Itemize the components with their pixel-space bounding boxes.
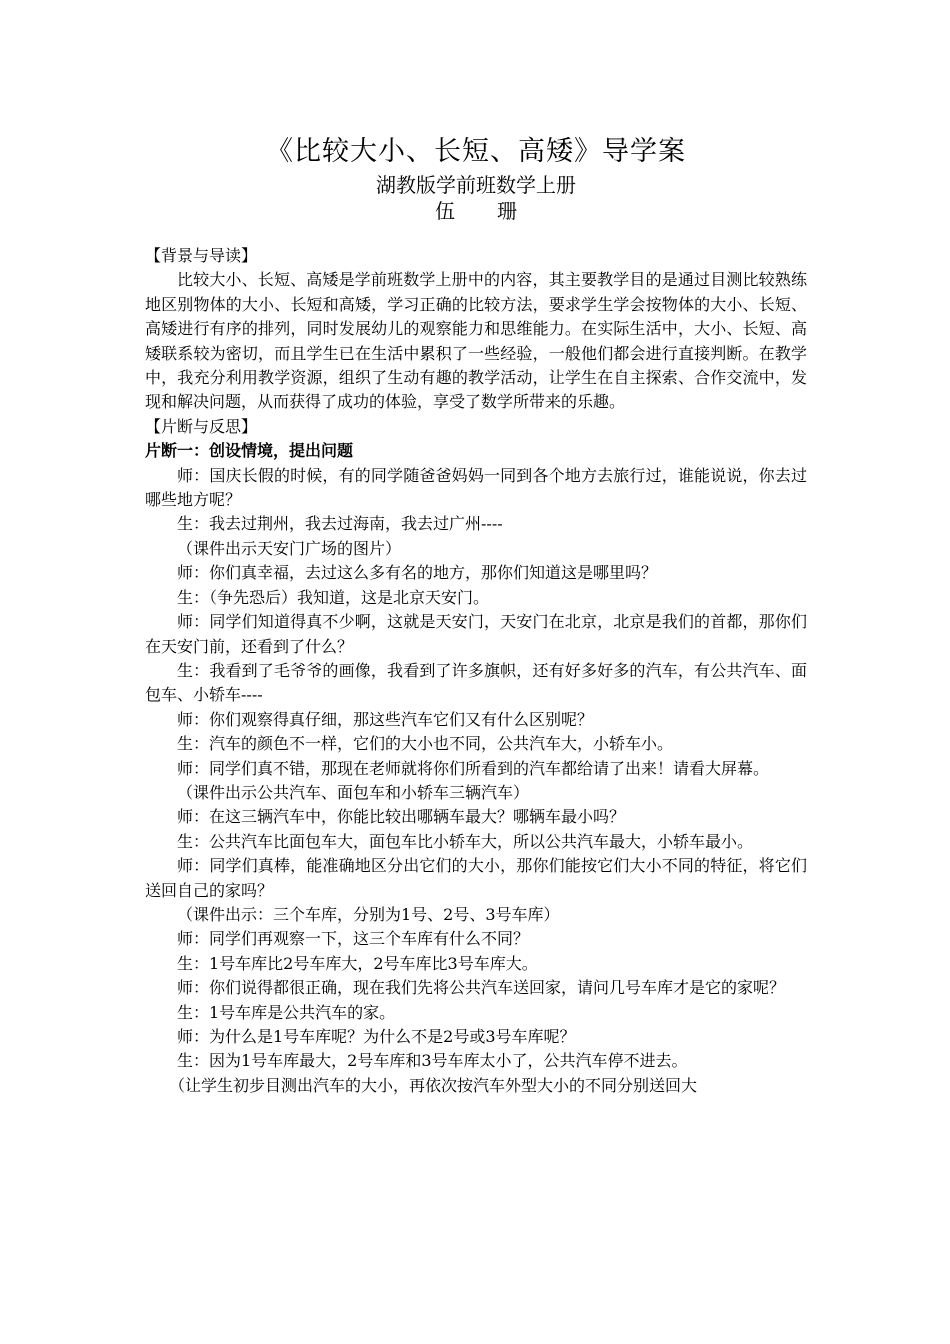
author-surname: 伍 — [435, 199, 455, 223]
document-subtitle: 湖教版学前班数学上册 — [376, 173, 576, 197]
paragraph: 生：（争先恐后）我知道，这是北京天安门。 — [177, 587, 490, 607]
document-page — [145, 132, 807, 1098]
author-given-name: 珊 — [497, 199, 517, 223]
paragraph: （课件出示天安门广场的图片） — [177, 538, 402, 558]
paragraph: 生：汽车的颜色不一样，它们的大小也不同，公共汽车大，小轿车小。 — [177, 734, 674, 754]
paragraph: 生：1号车库是公共汽车的家。 — [177, 1002, 396, 1022]
paragraph: 生：我看到了毛爷爷的画像，我看到了许多旗帜，还有好多好多的汽车，有公共汽车、面包车、小轿车---- — [145, 660, 807, 705]
paragraph: 师：你们观察得真仔细，那这些汽车它们又有什么区别呢？ — [177, 709, 594, 729]
paragraph: 师：你们说得都很正确，现在我们先将公共汽车送回家，请问几号车库才是它的家呢？ — [177, 978, 786, 998]
section-heading: 【背景与导读】 — [145, 246, 258, 265]
document-title: 《比较大小、长短、高矮》导学案 — [266, 136, 686, 167]
paragraph: （课件出示：三个车库，分别为1号、2号、3号车库） — [177, 904, 560, 924]
paragraph: 师：国庆长假的时候，有的同学随爸爸妈妈一同到各个地方去旅行过，谁能说说，你去过哪些地方呢？ — [145, 465, 807, 510]
paragraph: 生：1号车库比2号车库大，2号车库比3号车库大。 — [177, 953, 538, 973]
paragraph: （课件出示公共汽车、面包车和小轿车三辆汽车） — [177, 782, 530, 802]
paragraph: 师：为什么是1号车库呢？为什么不是2号或3号车库呢？ — [177, 1027, 576, 1046]
paragraph: 比较大小、长短、高矮是学前班数学上册中的内容，其主要教学目的是通过目测比较熟练地区别物体的大小、长短和高矮，学习正确的比较方法，要求学生学会按物体的大小、长短、高矮进行有序的排列，同时发展幼儿的观察能力和思维能力。在实际生活中，大小、长短、高矮联系较为密切，而且学生已在生活中累积了一些经验，一般他们都会进行直接判断。在教学中，我充分利用教学资源，组织了生动有趣的教学活动，让学生在自主探索、合作交流中，发现和解决问题，从而获得了成功的体验，享受了数学所带来的乐趣。 — [145, 270, 807, 412]
paragraph: 师：同学们真不错，那现在老师就将你们所看到的汽车都给请了出来！请看大屏幕。 — [177, 758, 770, 778]
paragraph: 师：同学们真棒，能准确地区分出它们的大小，那你们能按它们大小不同的特征，将它们送回自己的家吗？ — [145, 856, 807, 900]
document-body — [145, 244, 807, 1098]
section-heading: 【片断与反思】 — [145, 416, 258, 436]
paragraph: 师：在这三辆汽车中，你能比较出哪辆车最大？哪辆车最小吗？ — [177, 807, 626, 827]
paragraph: 师：同学们再观察一下，这三个车库有什么不同？ — [177, 929, 530, 949]
paragraph: 师：同学们知道得真不少啊，这就是天安门，天安门在北京，北京是我们的首都，那你们在天安门前，还看到了什么？ — [145, 612, 807, 656]
paragraph: （让学生初步目测出汽车的大小，再依次按汽车外型大小的不同分别送回大 — [169, 1075, 698, 1095]
paragraph: 师：你们真幸福，去过这么多有名的地方，那你们知道这是哪里吗？ — [177, 563, 658, 583]
paragraph: 生：公共汽车比面包车大，面包车比小轿车大，所以公共汽车最大，小轿车最小。 — [177, 831, 754, 851]
paragraph: 生：因为1号车库最大，2号车库和3号车库太小了，公共汽车停不进去。 — [177, 1051, 688, 1071]
author-name — [145, 198, 807, 224]
segment-heading: 片断一：创设情境，提出问题 — [145, 441, 354, 461]
paragraph: 生：我去过荆州，我去过海南，我去过广州---- — [177, 514, 503, 534]
